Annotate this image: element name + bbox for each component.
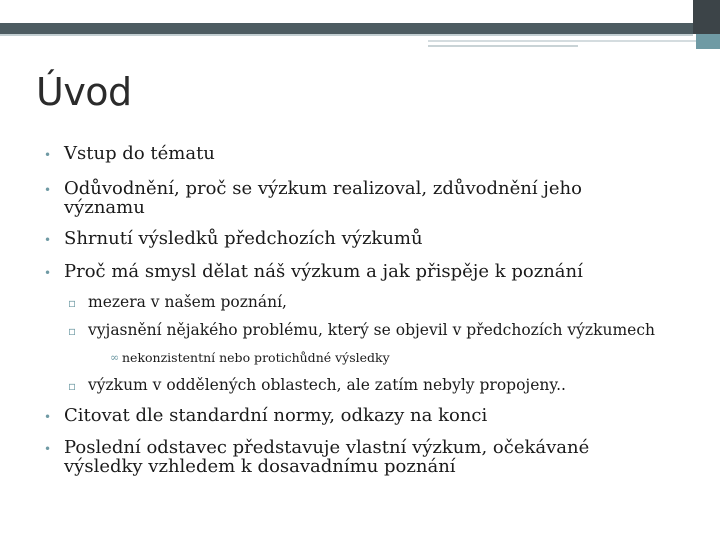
bullet-item <box>44 228 664 249</box>
bullet-text-continuation: výsledky vzhledem k dosavadnímu poznání <box>64 456 456 477</box>
bullet-text: Odůvodnění, proč se výzkum realizoval, zdůvodnění jeho <box>64 178 582 199</box>
sub-bullet-text: výzkum v oddělených oblastech, ale zatím nebyly propojeny.. <box>88 376 566 394</box>
bullet-text-continuation: významu <box>64 197 145 218</box>
header-bar <box>0 23 693 34</box>
sub-bullet-item <box>68 376 688 394</box>
bullet-item <box>44 437 664 477</box>
bullet-text: Poslední odstavec představuje vlastní výzkum, očekávané <box>64 437 590 458</box>
sub-sub-bullet-text: nekonzistentní nebo protichůdné výsledky <box>122 350 390 365</box>
bullet-text: Proč má smysl dělat náš výzkum a jak přispěje k poznání <box>64 261 583 282</box>
bullet-text: Citovat dle standardní normy, odkazy na konci <box>64 405 488 426</box>
sub-bullet-text: vyjasnění nějakého problému, který se objevil v předchozích výzkumech <box>88 321 655 339</box>
sub-sub-bullet-item <box>110 350 622 365</box>
bullet-item <box>44 178 664 218</box>
bullet-dot-icon: • <box>44 266 52 280</box>
bullet-dot-icon: • <box>44 442 52 456</box>
square-bullet-icon: ▫ <box>68 379 77 393</box>
sub-bullet-text: mezera v našem poznání, <box>88 293 287 311</box>
bullet-item <box>44 143 664 164</box>
sub-bullet-item <box>68 321 688 339</box>
bullet-dot-icon: • <box>44 410 52 424</box>
bullet-dot-icon: • <box>44 183 52 197</box>
square-bullet-icon: ▫ <box>68 296 77 310</box>
slide-title: Úvod <box>36 70 132 114</box>
header-corner-block <box>693 0 720 34</box>
header-divider <box>0 34 693 36</box>
bullet-dot-icon: • <box>44 233 52 247</box>
header-accent-line-short <box>428 45 578 47</box>
header-accent-line <box>428 40 696 42</box>
bullet-item <box>44 405 664 426</box>
sub-marker-icon: ∞ <box>110 351 120 364</box>
square-bullet-icon: ▫ <box>68 324 77 338</box>
bullet-dot-icon: • <box>44 148 52 162</box>
bullet-text: Shrnutí výsledků předchozích výzkumů <box>64 228 423 249</box>
bullet-item <box>44 261 664 282</box>
sub-bullet-item <box>68 293 688 311</box>
bullet-text: Vstup do tématu <box>64 143 215 164</box>
header-accent-block <box>696 34 720 49</box>
